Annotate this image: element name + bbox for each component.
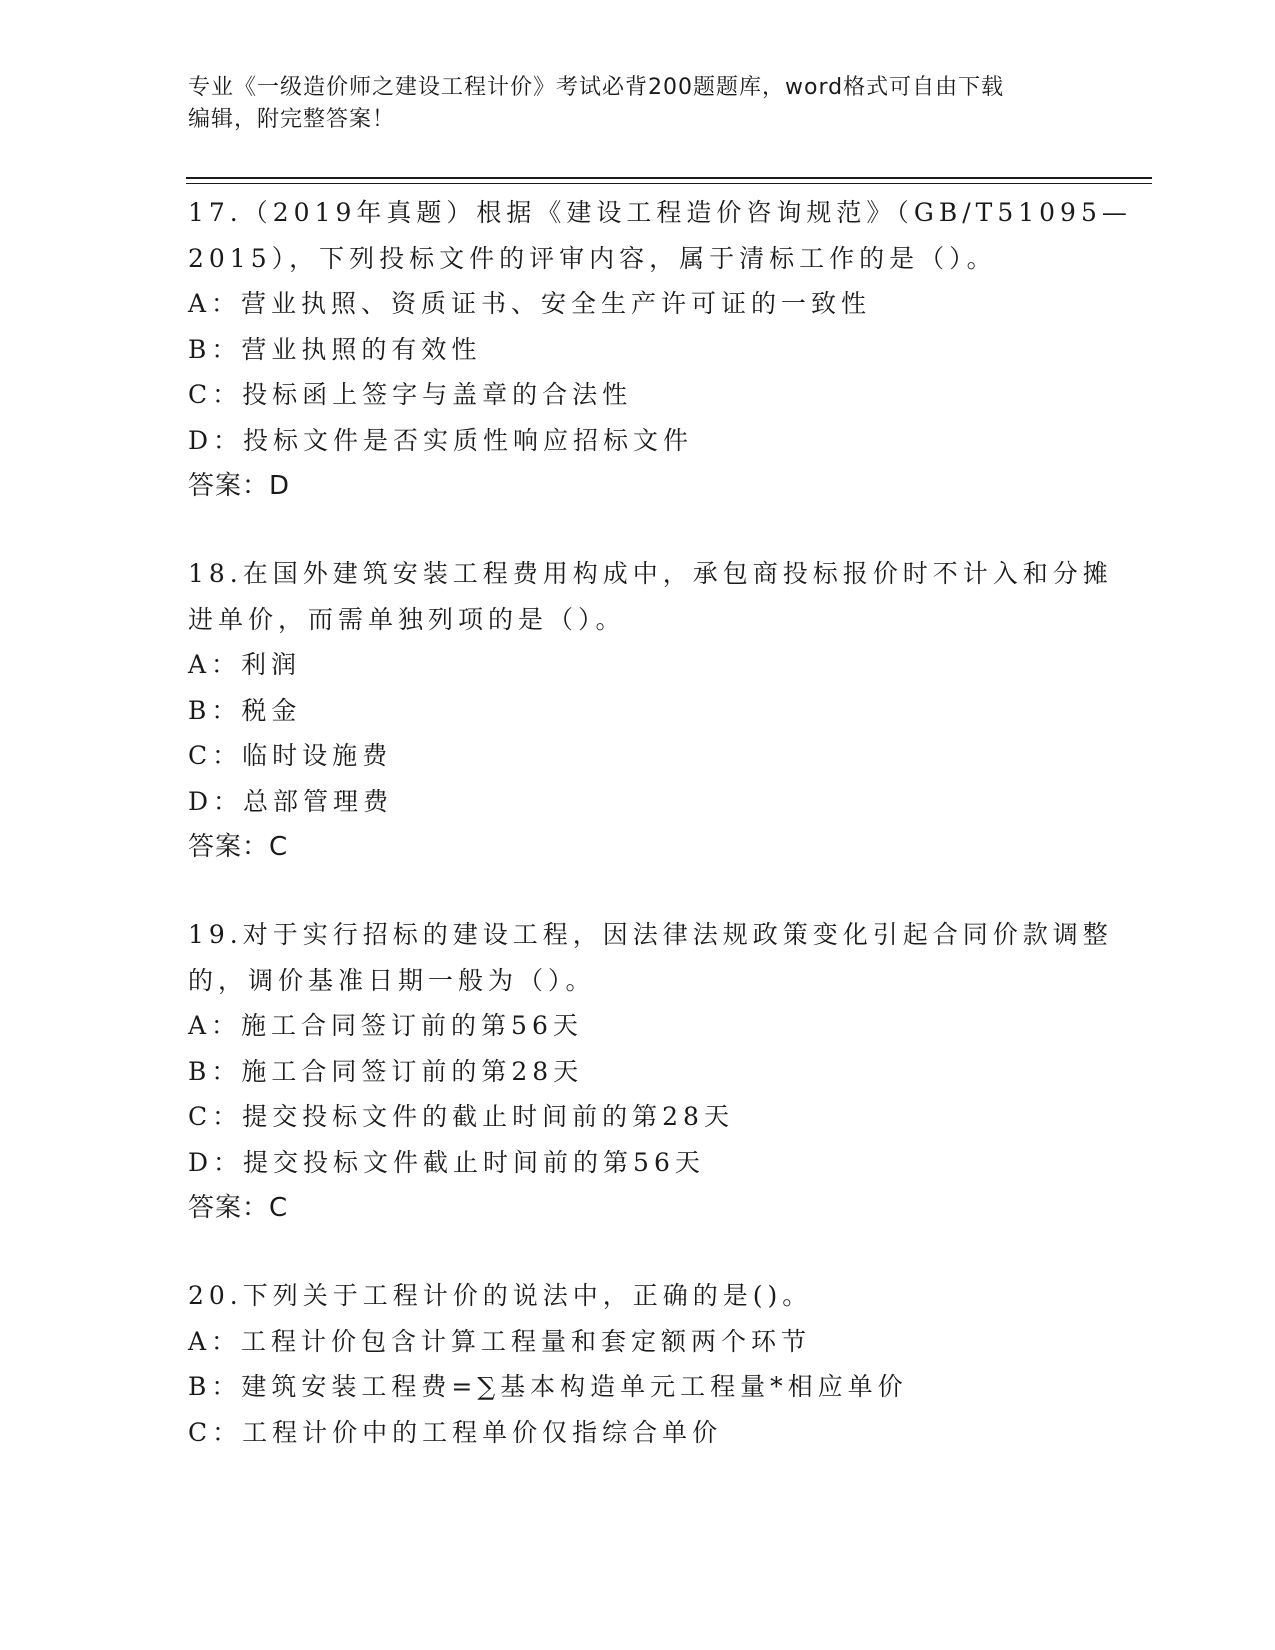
option-d: D：提交投标文件截止时间前的第56天 (188, 1147, 705, 1177)
question-20 (188, 1273, 1108, 1455)
question-19 (188, 912, 1113, 1231)
option-b: B：施工合同签订前的第28天 (188, 1056, 584, 1086)
option-a: A：施工合同签订前的第56天 (188, 1011, 583, 1040)
option-c: C：投标函上签字与盖章的合法性 (188, 380, 633, 409)
question-17 (188, 190, 1132, 509)
question-list (188, 190, 1132, 1497)
question-18 (188, 551, 1113, 870)
option-b: B：营业执照的有效性 (188, 334, 482, 364)
header-line-1: 专业《一级造价师之建设工程计价》考试必背200题题库，word格式可自由下载 (188, 75, 1005, 100)
question-stem-line: 17.（2019年真题）根据《建设工程造价咨询规范》（GB/T51095— (188, 198, 1132, 227)
answer-label: 答案：C (188, 1193, 289, 1223)
option-d: D：总部管理费 (188, 786, 394, 816)
option-a: A：利润 (188, 650, 302, 679)
option-c: C：临时设施费 (188, 741, 393, 770)
question-stem-line: 的，调价基准日期一般为（）。 (188, 965, 596, 995)
option-d: D：投标文件是否实质性响应招标文件 (188, 425, 694, 455)
question-stem-line: 20.下列关于工程计价的说法中，正确的是()。 (188, 1281, 813, 1310)
question-stem-line: 19.对于实行招标的建设工程，因法律法规政策变化引起合同价款调整 (188, 920, 1113, 949)
header-divider-thick (186, 177, 1152, 179)
option-a: A：工程计价包含计算工程量和套定额两个环节 (188, 1326, 812, 1356)
header-divider-thin (186, 183, 1152, 184)
option-b: B：建筑安装工程费=∑基本构造单元工程量*相应单价 (188, 1372, 908, 1401)
header-line-2: 编辑，附完整答案！ (188, 107, 396, 132)
option-b: B：税金 (188, 695, 302, 725)
option-c: C：工程计价中的工程单价仅指综合单价 (188, 1417, 723, 1447)
answer-label: 答案：C (188, 832, 289, 862)
option-c: C：提交投标文件的截止时间前的第28天 (188, 1102, 734, 1131)
document-header (188, 72, 1088, 136)
question-stem-line: 2015），下列投标文件的评审内容，属于清标工作的是（）。 (188, 243, 997, 273)
question-stem-line: 进单价，而需单独列项的是（）。 (188, 604, 626, 634)
question-stem-line: 18.在国外建筑安装工程费用构成中，承包商投标报价时不计入和分摊 (188, 559, 1113, 588)
answer-label: 答案：D (188, 471, 291, 501)
option-a: A：营业执照、资质证书、安全生产许可证的一致性 (188, 289, 872, 318)
